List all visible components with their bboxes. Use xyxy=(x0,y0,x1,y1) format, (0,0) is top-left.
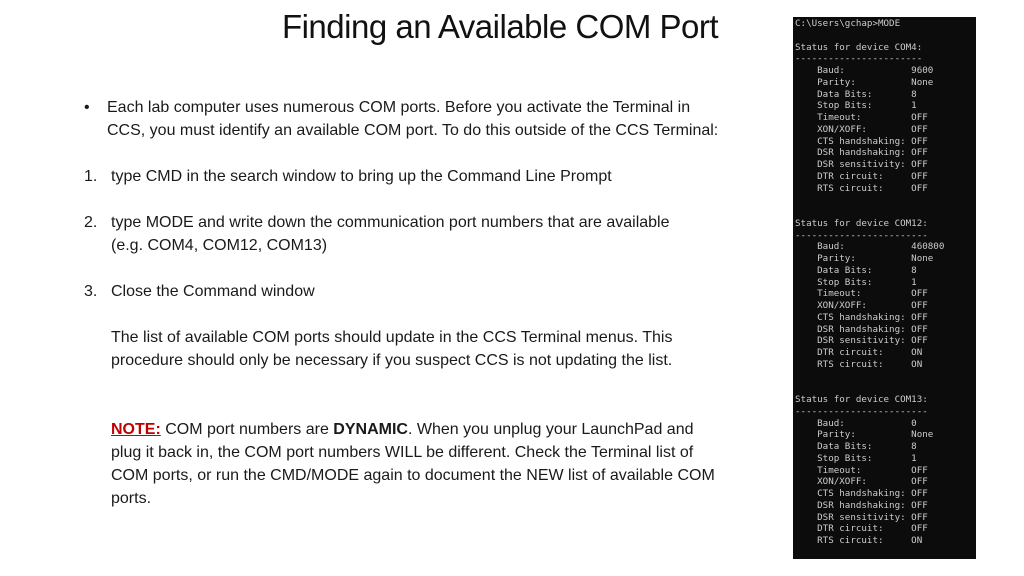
note-line-4: ports. xyxy=(111,490,152,507)
terminal-line: Status for device COM4: xyxy=(795,41,923,53)
note-line-2: plug it back in, the COM port numbers WILL be different. Check the Terminal list of xyxy=(111,444,694,461)
note-label: NOTE: xyxy=(111,421,161,438)
note-text: . When you unplug your LaunchPad and xyxy=(407,421,694,438)
terminal-line: DSR sensitivity: OFF xyxy=(795,159,928,170)
terminal-line: Parity: None xyxy=(795,253,934,264)
terminal-line: DSR handshaking: OFF xyxy=(795,323,928,335)
terminal-line: RTS circuit: ON xyxy=(795,358,923,370)
bullet-line-1: Each lab computer uses numerous COM ports. Before you activate the Terminal in xyxy=(107,99,691,116)
terminal-line: CTS handshaking: OFF xyxy=(795,135,928,147)
terminal-line: DSR handshaking: OFF xyxy=(795,147,928,159)
note-emphasis: DYNAMIC xyxy=(333,421,408,438)
terminal-line: ----------------------- xyxy=(795,53,923,65)
terminal-line xyxy=(795,194,976,206)
terminal-line: Baud: 460800 xyxy=(795,241,945,253)
step-number: 3. xyxy=(84,283,98,300)
terminal-line: Timeout: OFF xyxy=(795,464,928,476)
terminal-line: RTS circuit: ON xyxy=(795,535,923,546)
note-line-3: COM ports, or run the CMD/MODE again to document the NEW list of available COM xyxy=(111,467,715,484)
step-text: type CMD in the search window to bring up the Command Line Prompt xyxy=(111,168,612,185)
terminal-line xyxy=(795,382,976,394)
terminal-line: DSR sensitivity: OFF xyxy=(795,335,928,347)
terminal-line: Status for device COM13: xyxy=(795,394,928,405)
terminal-line: DTR circuit: OFF xyxy=(795,170,928,182)
step-text: (e.g. COM4, COM12, COM13) xyxy=(111,237,328,254)
terminal-line: ------------------------ xyxy=(795,229,928,241)
terminal-line xyxy=(795,206,976,218)
note-text: COM port numbers are xyxy=(160,421,334,438)
terminal-line: Stop Bits: 1 xyxy=(795,276,917,288)
terminal-line: CTS handshaking: OFF xyxy=(795,488,928,499)
paragraph-line: The list of available COM ports should update in the CCS Terminal menus. This xyxy=(111,329,673,346)
terminal-line: Data Bits: 8 xyxy=(795,264,917,276)
terminal-line: DTR circuit: ON xyxy=(795,347,923,358)
terminal-line: DSR sensitivity: OFF xyxy=(795,511,928,523)
step-number: 2. xyxy=(84,214,98,231)
bullet-line-2: CCS, you must identify an available COM port. To do this outside of the CCS Terminal: xyxy=(107,122,719,139)
terminal-line: ------------------------ xyxy=(795,405,928,417)
step-text: Close the Command window xyxy=(111,283,315,300)
terminal-line: XON/XOFF: OFF xyxy=(795,123,928,135)
terminal-line: C:\Users\gchap>MODE xyxy=(795,18,901,29)
terminal-line: Stop Bits: 1 xyxy=(795,452,917,464)
bullet-marker: • xyxy=(84,99,90,116)
terminal-line: Stop Bits: 1 xyxy=(795,100,917,112)
terminal-line: Timeout: OFF xyxy=(795,112,928,123)
slide-title: Finding an Available COM Port xyxy=(281,8,719,45)
note-line-1 xyxy=(111,418,694,441)
terminal-line: Data Bits: 8 xyxy=(795,88,917,100)
terminal-line: XON/XOFF: OFF xyxy=(795,476,928,488)
command-prompt-screenshot xyxy=(793,17,976,559)
terminal-line: DTR circuit: OFF xyxy=(795,523,928,535)
terminal-line: Data Bits: 8 xyxy=(795,441,917,452)
terminal-line xyxy=(795,30,976,42)
step-number: 1. xyxy=(84,168,98,185)
terminal-line: Parity: None xyxy=(795,429,934,441)
terminal-line: Baud: 9600 xyxy=(795,65,934,76)
terminal-line: Parity: None xyxy=(795,76,934,88)
terminal-line: DSR handshaking: OFF xyxy=(795,499,928,511)
terminal-line: XON/XOFF: OFF xyxy=(795,300,928,311)
step-text: type MODE and write down the communication port numbers that are available xyxy=(111,214,670,231)
terminal-line: Timeout: OFF xyxy=(795,288,928,300)
terminal-line: CTS handshaking: OFF xyxy=(795,311,928,323)
terminal-line: Status for device COM12: xyxy=(795,217,928,229)
terminal-line xyxy=(795,371,976,383)
terminal-line: Baud: 0 xyxy=(795,417,917,429)
paragraph-line: procedure should only be necessary if you suspect CCS is not updating the list. xyxy=(111,352,673,369)
terminal-line: RTS circuit: OFF xyxy=(795,182,928,194)
